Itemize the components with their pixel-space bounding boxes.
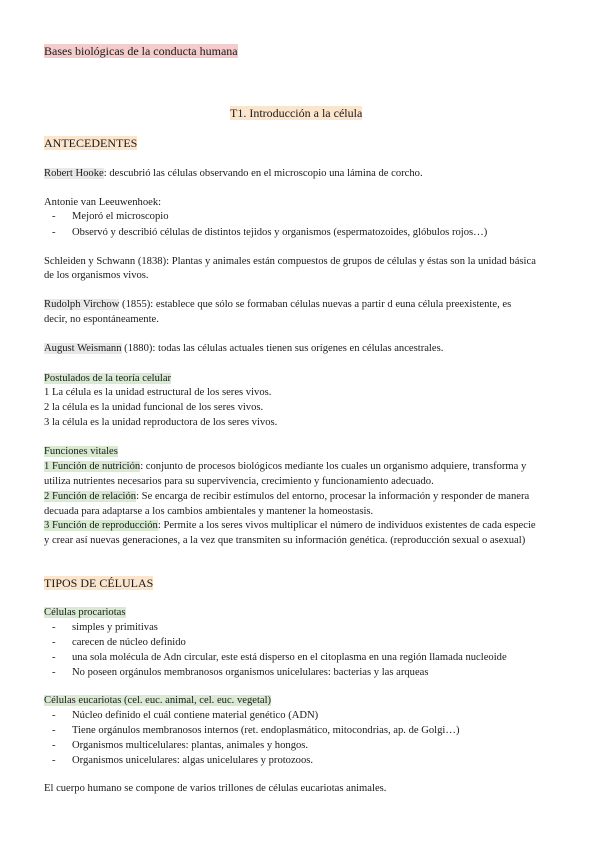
tipos-heading: TIPOS DE CÉLULAS [44,576,154,590]
list-item: simples y primitivas [72,622,158,633]
bullet-dash: - [52,637,56,648]
postulado-item: 2 la célula es la unidad funcional de los seres vivos. [44,402,264,413]
list-item: Observó y describió células de distintos tejidos y organismos (espermatozoides, glóbulos rojos…) [72,227,488,238]
list-item: Organismos multicelulares: plantas, animales y hongos. [72,740,309,751]
relacion-line2: decuada para adaptarse a los cambios ambientales y mantener la homeostasis. [44,506,374,517]
nutricion-line2: utiliza nutrientes necesarios para su supervivencia, crecimiento y funcionamiento adecuado. [44,476,434,487]
bullet-dash: - [52,227,56,238]
bullet-dash: - [52,211,56,222]
postulados-heading: Postulados de la teoría celular [44,373,172,384]
weismann-paragraph: August Weismann (1880): todas las células actuales tienen sus orígenes en células ancestrales. [44,343,444,354]
virchow-name: Rudolph Virchow [44,299,120,310]
course-title: Bases biológicas de la conducta humana [44,44,238,58]
reproduccion-label: 3 Función de reproducción [44,520,158,531]
nutricion-line1: 1 Función de nutrición: conjunto de procesos biológicos mediante los cuales un organismo adquiere, transforma y [44,461,527,472]
hooke-name: Robert Hooke [44,168,104,179]
list-item: una sola molécula de Adn circular, este está disperso en el citoplasma en una región llamada nucleoide [72,652,507,663]
leeuwenhoek-name: Antonie van Leeuwenhoek: [44,197,162,208]
postulado-item: 1 La célula es la unidad estructural de los seres vivos. [44,387,272,398]
schleiden-paragraph-line1: Schleiden y Schwann (1838): Plantas y animales están compuestos de grupos de células y éstas son la unidad básica [44,256,536,267]
reproduccion-line2: y crear así nuevas generaciones, a la vez que transmiten su información genética. (reproducción sexual o asexual) [44,535,526,546]
procariotas-heading: Células procariotas [44,607,126,618]
antecedentes-heading: ANTECEDENTES [44,136,138,150]
bullet-dash: - [52,755,56,766]
relacion-line1: 2 Función de relación: Se encarga de recibir estímulos del entorno, procesar la información y responder de manera [44,491,530,502]
bullet-dash: - [52,725,56,736]
nutricion-label: 1 Función de nutrición [44,461,141,472]
bullet-dash: - [52,710,56,721]
list-item: carecen de núcleo definido [72,637,186,648]
bullet-dash: - [52,652,56,663]
list-item: No poseen orgánulos membranosos organismos unicelulares: bacterias y las arqueas [72,667,429,678]
weismann-name: August Weismann [44,343,122,354]
reproduccion-line1: 3 Función de reproducción: Permite a los seres vivos multiplicar el número de individuos existentes de cada especie [44,520,536,531]
eucariotas-heading: Células eucariotas (cel. euc. animal, cel. euc. vegetal) [44,695,272,706]
bullet-dash: - [52,667,56,678]
schleiden-paragraph-line2: de los organismos vivos. [44,270,149,281]
funciones-heading: Funciones vitales [44,446,118,457]
closing-sentence: El cuerpo humano se compone de varios trillones de células eucariotas animales. [44,783,387,794]
list-item: Tiene orgánulos membranosos internos (ret. endoplasmático, mitocondrias, ap. de Golgi…) [72,725,460,736]
bullet-dash: - [52,740,56,751]
list-item: Organismos unicelulares: algas unicelulares y protozoos. [72,755,314,766]
postulado-item: 3 la célula es la unidad reproductora de los seres vivos. [44,417,278,428]
hooke-paragraph: Robert Hooke: descubrió las células observando en el microscopio una lámina de corcho. [44,168,423,179]
relacion-label: 2 Función de relación [44,491,137,502]
bullet-dash: - [52,622,56,633]
virchow-paragraph-line1: Rudolph Virchow (1855): establece que sólo se formaban células nuevas a partir d euna célula preexistente, es [44,299,512,310]
list-item: Núcleo definido el cuál contiene material genético (ADN) [72,710,319,721]
virchow-paragraph-line2: decir, no espontáneamente. [44,314,159,325]
list-item: Mejoró el microscopio [72,211,169,222]
unit-title: T1. Introducción a la célula [230,106,363,120]
